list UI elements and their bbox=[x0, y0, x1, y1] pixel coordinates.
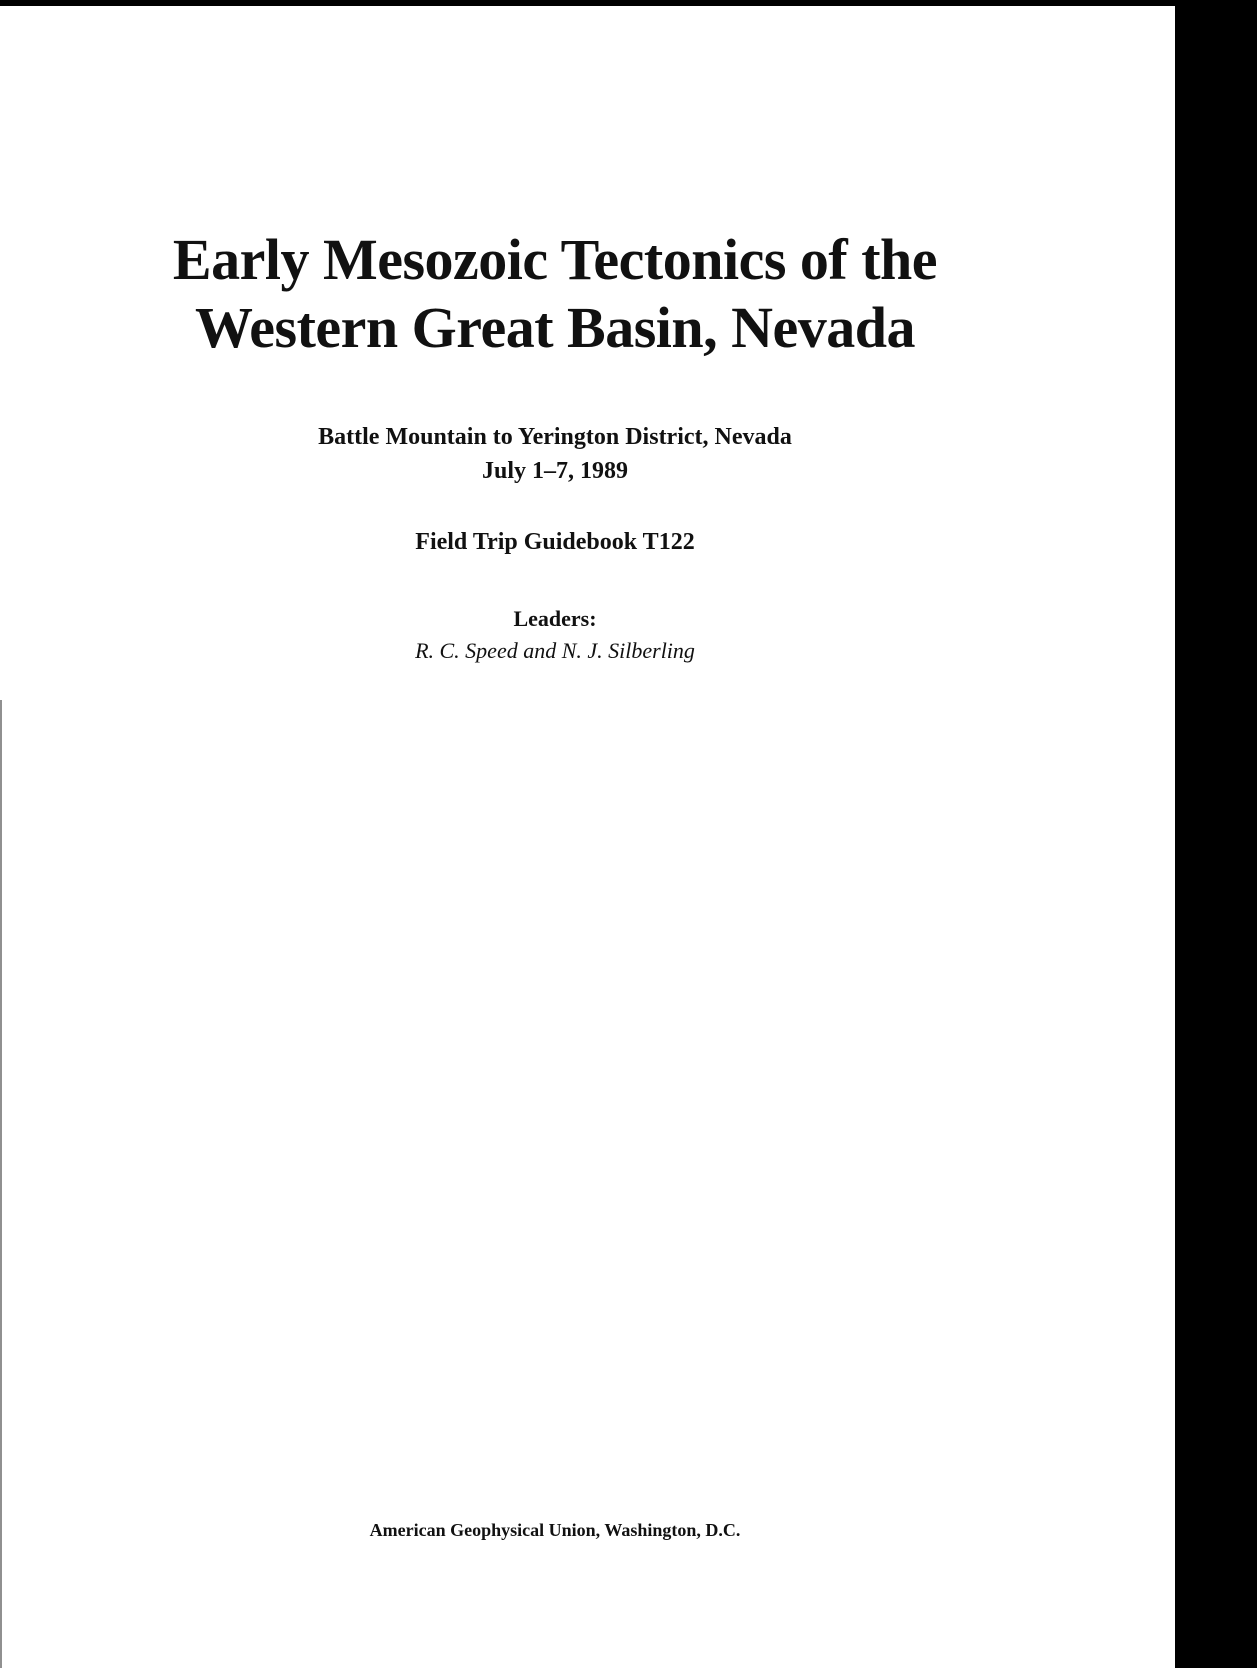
leaders-block bbox=[0, 603, 1110, 667]
guidebook-label: Field Trip Guidebook T122 bbox=[415, 529, 695, 555]
title-line-2: Western Great Basin, Nevada bbox=[194, 295, 916, 360]
subtitle-dates: July 1–7, 1989 bbox=[481, 458, 628, 484]
subtitle bbox=[0, 420, 1110, 488]
subtitle-location: Battle Mountain to Yerington District, Nevada bbox=[318, 424, 792, 450]
title-line-1: Early Mesozoic Tectonics of the bbox=[172, 227, 938, 292]
leaders-names: R. C. Speed and N. J. Silberling bbox=[415, 638, 695, 663]
publisher-line: American Geophysical Union, Washington, D.C. bbox=[369, 1520, 741, 1540]
scan-border-right bbox=[1175, 0, 1257, 1668]
leaders-label: Leaders: bbox=[513, 606, 597, 631]
page-title bbox=[0, 226, 1110, 362]
